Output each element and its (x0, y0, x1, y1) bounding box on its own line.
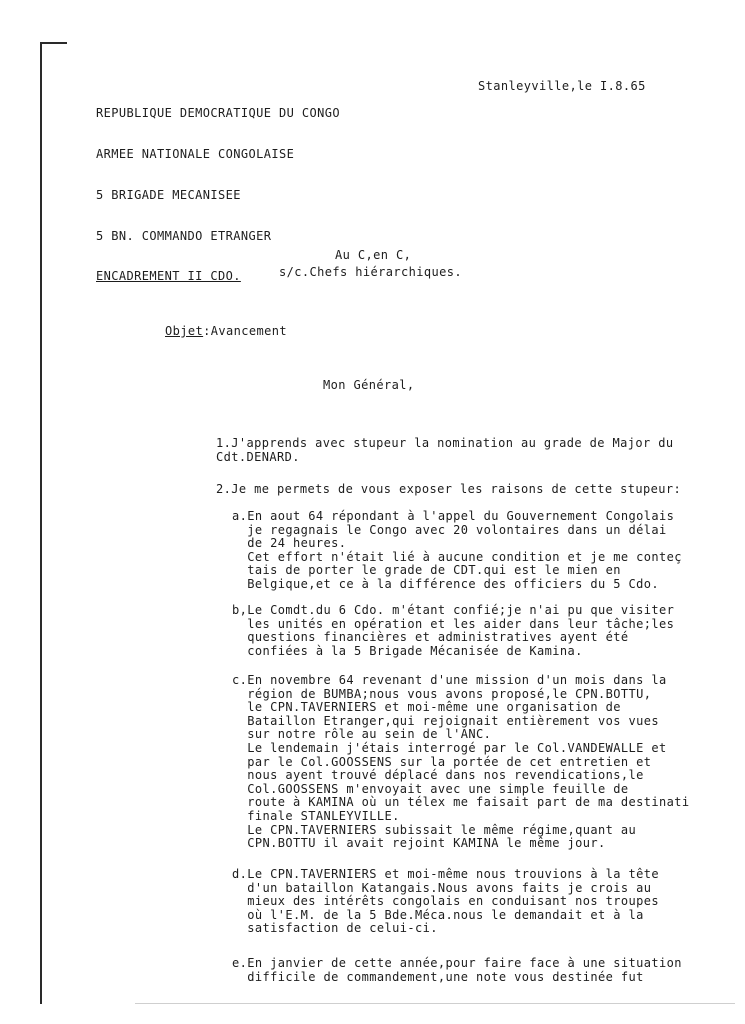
letterhead-line: 5 BRIGADE MECANISEE (96, 187, 241, 202)
paragraph-line: 1.J'apprends avec stupeur la nomination au grade de Major du (216, 436, 674, 450)
paragraph-line: questions financières et administratives ayent été (232, 630, 629, 645)
paragraph-d (232, 868, 659, 936)
paragraph-line: tais de porter le grade de CDT.qui est le mien en (232, 563, 621, 578)
letterhead-line-underlined: ENCADREMENT II CDO. (96, 269, 241, 284)
paragraph-line: Cdt.DENARD. (216, 449, 300, 464)
paragraph-1 (216, 437, 673, 464)
paragraph-line: le CPN.TAVERNIERS et moi-même une organisation de (232, 700, 621, 715)
paragraph-c (232, 674, 689, 851)
paragraph-line: région de BUMBA;nous vous avons proposé,le CPN.BOTTU, (232, 686, 652, 701)
paragraph-b (232, 604, 674, 658)
paragraph-line: d.Le CPN.TAVERNIERS et moi-même nous trouvions à la tête (232, 867, 659, 881)
paragraph-line: CPN.BOTTU il avait rejoint KAMINA le même jour. (232, 836, 606, 851)
paragraph-line: e.En janvier de cette année,pour faire face à une situation (232, 956, 682, 970)
paragraph-line: les unités en opération et les aider dans leur tâche;les (232, 616, 675, 631)
paragraph-line: par le Col.GOOSSENS sur la portée de cet entretien et (232, 754, 652, 769)
paragraph-2 (216, 483, 681, 497)
salutation: Mon Général, (323, 378, 415, 392)
paragraph-line: Bataillon Etranger,qui rejoignait entièrement vos vues (232, 713, 659, 728)
paragraph-line: Col.GOOSSENS m'envoyait avec une simple feuille de (232, 781, 629, 796)
place-date: Stanleyville,le I.8.65 (478, 79, 646, 93)
subject-text: :Avancement (203, 324, 287, 338)
paragraph-line: je regagnais le Congo avec 20 volontaires dans un délai (232, 522, 667, 537)
paragraph-line: nous ayent trouvé déplacé dans nos revendications,le (232, 768, 644, 783)
subject-line (165, 325, 287, 339)
paragraph-line: confiées à la 5 Brigade Mécanisée de Kamina. (232, 643, 583, 658)
paragraph-line: mieux des intérêts congolais en conduisant nos troupes (232, 894, 659, 909)
recipient: Au C,en C, (335, 248, 412, 262)
bottom-edge-line (135, 1003, 735, 1004)
paragraph-line: Le lendemain j'étais interrogé par le Col.VANDEWALLE et (232, 740, 667, 755)
paragraph-line: b,Le Comdt.du 6 Cdo. m'étant confié;je n'ai pu que visiter (232, 603, 675, 617)
via-line: s/c.Chefs hiérarchiques. (279, 265, 462, 279)
paragraph-line: de 24 heures. (232, 536, 347, 551)
letterhead-line: 5 BN. COMMANDO ETRANGER (96, 228, 272, 243)
paragraph-line: 2.Je me permets de vous exposer les raisons de cette stupeur: (216, 482, 682, 496)
corner-mark (40, 42, 67, 44)
paragraph-line: d'un bataillon Katangais.Nous avons faits je crois au (232, 880, 652, 895)
paragraph-line: finale STANLEYVILLE. (232, 808, 400, 823)
paragraph-line: sur notre rôle au sein de l'ANC. (232, 727, 492, 742)
paragraph-line: difficile de commandement,une note vous destinée fut (232, 969, 644, 984)
letterhead-line: ARMEE NATIONALE CONGOLAISE (96, 146, 295, 161)
paragraph-line: Le CPN.TAVERNIERS subissait le même régime,quant au (232, 822, 637, 837)
paragraph-line: satisfaction de celui-ci. (232, 921, 438, 936)
paragraph-line: c.En novembre 64 revenant d'une mission d'un mois dans la (232, 673, 667, 687)
paragraph-line: Cet effort n'était lié à aucune condition et je me conteç (232, 549, 682, 564)
letterhead-line: REPUBLIQUE DEMOCRATIQUE DU CONGO (96, 106, 340, 121)
left-margin-rule (40, 42, 42, 1004)
paragraph-line: a.En aout 64 répondant à l'appel du Gouvernement Congolais (232, 509, 675, 523)
paragraph-line: où l'E.M. de la 5 Bde.Méca.nous le demandait et à la (232, 907, 644, 922)
subject-label: Objet (165, 324, 204, 338)
paragraph-e (232, 957, 682, 984)
paragraph-line: Belgique,et ce à la différence des officiers du 5 Cdo. (232, 576, 659, 591)
paragraph-line: route à KAMINA où un télex me faisait part de ma destinati (232, 795, 690, 810)
paragraph-a (232, 510, 682, 592)
